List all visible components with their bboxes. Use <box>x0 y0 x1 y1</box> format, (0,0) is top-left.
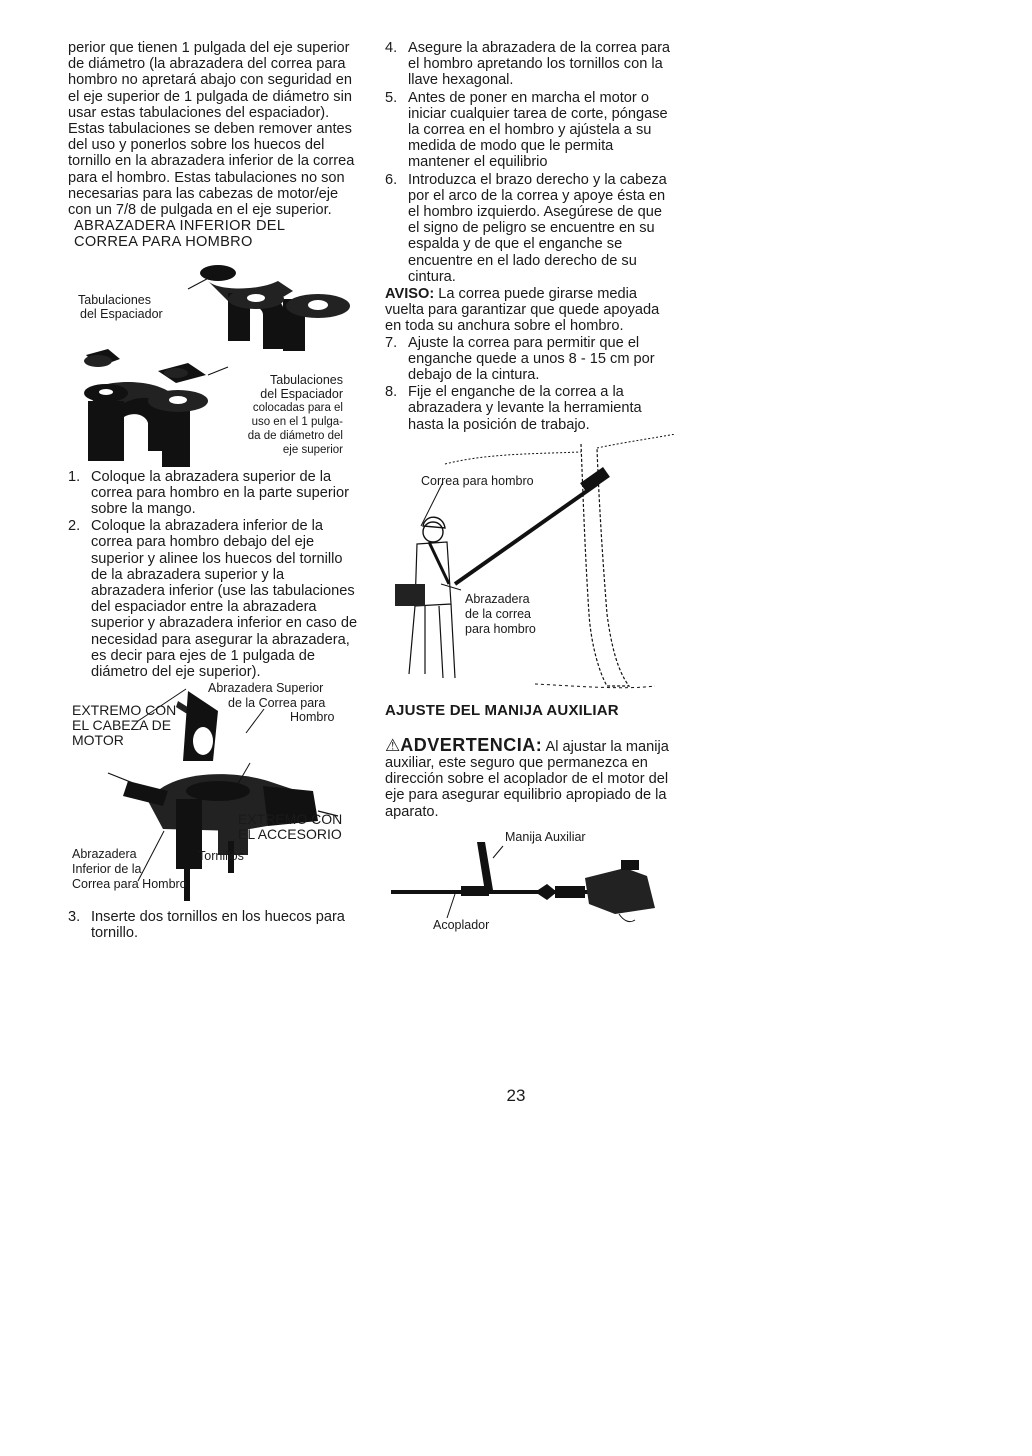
accessory-end-label-line1: EXTREMO CON <box>238 811 343 828</box>
list-item: 8. Fije el enganche de la correa a la abrazadera y levante la herramienta hasta la posición de trabajo. <box>385 384 642 433</box>
notice-label: AVISO: <box>385 286 435 303</box>
list-item: 4. Asegure la abrazadera de la correa para el hombro apretando los tornillos con la llave hexagonal. <box>385 40 671 89</box>
motor-end-label-line1: EXTREMO CON <box>72 702 177 719</box>
list-item: 2. Coloque la abrazadera inferior de la correa para hombro debajo del eje superior y alinee los huecos del tornillo de la abrazadera superior y la abrazadera inferior (use las tabulaciones del espaciador entre la abrazadera superior y abrazadera inferior en caso de necesidad para asegurar la abrazadera, es decir para ejes de 1 pulgada de diámetro del eje superior). <box>68 518 358 681</box>
steps-list-right-b <box>385 335 675 433</box>
aux-handle-figure <box>385 828 675 938</box>
intro-paragraph: perior que tienen 1 pulgada del eje superior de diámetro (la abrazadera del correa para hombro no apretará abajo con seguridad en el eje superior de 1 pulgada de diámetro sin usar estas tabulaciones del espaciador). Estas tabulaciones se deben remover antes del uso y ponerlos sobre los huecos del tornillo en la abrazadera inferior de la correa para el hombro. Estas tabulaciones no son necesarias para las cabezas de motor/eje con un 7/8 de pulgada en el eje superior. <box>68 40 355 219</box>
tabs-label-line2: del Espaciador <box>80 306 163 321</box>
list-item: 7. Ajuste la correa para permitir que el enganche quede a unos 8 - 15 cm por debajo de la cintura. <box>385 334 655 384</box>
lower-clamp-label-line3: Correa para Hombro <box>72 877 187 892</box>
lower-clamp-label-line1: Abrazadera <box>72 847 137 862</box>
tabs-label-line1: Tabulaciones <box>78 292 151 307</box>
clamp-heading-line2: CORREA PARA HOMBRO <box>74 234 253 251</box>
accessory-end-label-line2: EL ACCESORIO <box>238 826 342 843</box>
placed-label-line5: da de diámetro del <box>247 429 343 442</box>
notice-text: La correa puede girarse media vuelta para garantizar que quede apoyada en toda su anchura sobre el hombro. <box>385 286 660 335</box>
strap-clamp-label-line3: para hombro <box>465 621 536 636</box>
placed-label-line3: colocadas para el <box>252 401 343 414</box>
left-column <box>68 40 358 943</box>
lower-clamp-label-line2: Inferior de la <box>72 862 142 877</box>
right-column <box>385 40 675 938</box>
aux-handle-illustration <box>385 828 675 938</box>
warning-text: Al ajustar la manija auxiliar, este seguro que permanezca en dirección sobre el acoplador de el motor del eje para asegurar equilibrio apropiado de la aparato. <box>385 738 669 820</box>
upper-clamp-label-line2: de la Correa para <box>228 696 326 711</box>
coupler-label: Acoplador <box>433 917 490 932</box>
warning-title: ADVERTENCIA: <box>400 734 543 755</box>
spacer-tabs-figure <box>68 251 358 469</box>
placed-label-line4: uso en el 1 pulga- <box>251 415 343 428</box>
motor-end-label-line3: MOTOR <box>72 732 124 749</box>
steps-list-left-b <box>68 909 358 941</box>
strap-clamp-label-line2: de la correa <box>465 606 532 621</box>
page-number: 23 <box>506 1086 526 1105</box>
strap-clamp-label-line1: Abrazadera <box>465 591 530 606</box>
aux-handle-heading: AJUSTE DEL MANIJA AUXILIAR <box>385 701 619 719</box>
strap-label: Correa para hombro <box>421 473 534 488</box>
notice-paragraph <box>385 286 675 335</box>
clamp-heading-line1: ABRAZADERA INFERIOR DEL <box>74 218 286 235</box>
lower-clamp-illustration-top <box>188 265 350 351</box>
aux-handle-label: Manija Auxiliar <box>505 829 586 844</box>
list-item: 6. Introduzca el brazo derecho y la cabeza por el arco de la correa y apoye ésta en el hombro izquierdo. Asegúrese de que el signo de peligro se encuentre en su espalda y de que el enganche se encuentre en el lado derecho de su cintura. <box>385 171 667 285</box>
placed-label-line6: eje superior <box>282 443 343 456</box>
clamp-assembly-figure <box>68 681 358 909</box>
placed-label-line1: Tabulaciones <box>270 372 343 387</box>
warning-icon: ⚠ <box>385 735 401 755</box>
operator-figure <box>385 434 675 696</box>
steps-list-right <box>385 40 675 285</box>
list-item: 5. Antes de poner en marcha el motor o iniciar cualquier tarea de corte, póngase la correa en el hombro y ajústela a su medida de modo que le permita mantener el equilibrio <box>385 89 668 171</box>
steps-list-left <box>68 469 358 681</box>
placed-label-line2: del Espaciador <box>260 386 343 401</box>
list-item: 1. Coloque la abrazadera superior de la correa para hombro en la parte superior sobre la mango. <box>68 468 349 518</box>
lower-clamp-illustration-bottom <box>84 349 228 467</box>
upper-clamp-label-line3: Hombro <box>290 710 335 725</box>
list-item: 3. Inserte dos tornillos en los huecos para tornillo. <box>68 909 345 942</box>
upper-clamp-label-line1: Abrazadera Superior <box>208 681 324 696</box>
screws-label: Tornillos <box>198 849 244 864</box>
warning-paragraph <box>385 734 675 820</box>
motor-end-label-line2: EL CABEZA DE <box>72 717 172 734</box>
